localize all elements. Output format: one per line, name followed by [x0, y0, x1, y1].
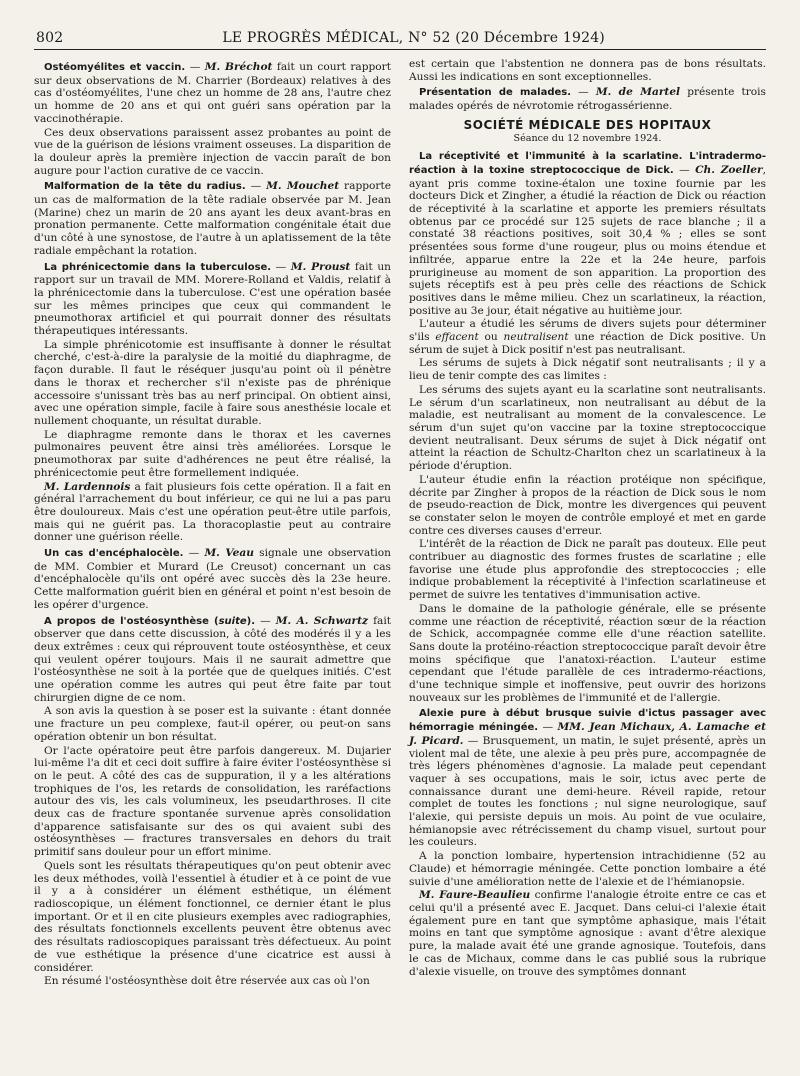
paragraph: En résumé l'ostéosynthèse doit être réservée aux cas où l'on: [44, 975, 370, 988]
author: M. Proust: [290, 260, 351, 273]
paragraph: A propos de l'ostéosynthèse (suite). — M. A. Schwartz fait observer que dans cette discussion, à côté des modérés il y a les deux extrêmes : ceux qui réprouvent toute ostéosynthèse, et ceux qui veulent opérer toujours. Mais il ne saurait admettre que l'ostéosynthèse ne soit à la portée que de quelques initiés. C'est une opération comme les autres qui peut être faite par tout chirurgien digne de ce nom.: [34, 614, 391, 704]
right-column: [409, 58, 766, 989]
paragraph: La réceptivité et l'immunité à la scarlatine. L'intradermo-réaction à la toxine streptococcique de Dick. — Ch. Zoeller, ayant pris comme toxine-étalon une toxine fournie par les docteurs Dick et Zingher, a étudié la réaction de Dick ou réaction de réceptivité à la scarlatine et apporte les premiers résultats obtenus par ce procédé sur 125 sujets de race blanche ; il a constaté 38 réactions positives, soit 30,4 % ; elles se sont présentées sous forme d'une rougeur, plus ou moins étendue et infiltrée, apparue entre la 22e et la 24e heure, parfois prurigineuse au moment de son apparition. La proportion des sujets réceptifs est à peu près celle des réactions de Schick positives dans le même milieu. Chez un scarlatineux, la réaction, positive au 3e jour, était négative au huitième jour.: [409, 151, 766, 317]
section-title: La phrénicectomie dans la tuberculose.: [44, 261, 272, 273]
section-title: Ostéomyélites et vaccin.: [44, 62, 186, 73]
section-title: La réceptivité et l'immunité à la scarlatine. L'intradermo-réaction à la toxine streptococcique de Dick.: [409, 151, 766, 176]
paragraph: Les sérums de sujets à Dick négatif sont neutralisants ; il y a lieu de tenir compte des cas limites :: [409, 357, 766, 383]
running-head: [34, 30, 766, 50]
page-number: 802: [36, 30, 64, 46]
paragraph: L'intérêt de la réaction de Dick ne paraît pas douteux. Elle peut contribuer au diagnostic des formes frustes de scarlatine ; elle favorise une étude plus approfondie des streptococcies ; elle indique probablement la réceptivité à l'infection scarlatineuse et permet de suivre les tentatives d'immunisation active.: [409, 538, 766, 602]
session-date: Séance du 12 novembre 1924.: [513, 132, 662, 144]
paragraph: A la ponction lombaire, hypertension intrachidienne (52 au Claude) et hémorragie méningée. Cette ponction lombaire a été suivie d'une amélioration nette de l'alexie et de l'hémianopsie.: [409, 850, 766, 888]
paragraph: A son avis la question à se poser est la suivante : étant donnée une fracture un peu complexe, faut-il opérer, ou peut-on sans opération obtenir un bon résultat.: [34, 705, 391, 743]
section-title: Alexie pure à début brusque suivie d'ictus passager avec hémorragie méningée.: [409, 708, 766, 734]
paragraph: Un cas d'encéphalocèle. — M. Veau signale une observation de MM. Combier et Murard (Le Creusot) concernant un cas d'encéphalocèle qu'ils ont opéré avec succès dès la 23e heure. Cette malformation guérit bien en général et point n'est besoin de les opérer d'urgence.: [34, 547, 391, 611]
paragraph: Ces deux observations paraissent assez probantes au point de vue de la guérison de lésions vraiment osseuses. La disparition de la douleur après la première injection de vaccin paraît de bon augure pour l'action curative de ce vaccin.: [34, 126, 391, 177]
author: Ch. Zoeller: [695, 163, 763, 176]
paragraph: La phrénicectomie dans la tuberculose. — M. Proust fait un rapport sur un travail de MM. Morere-Rolland et Valdis, relatif à la phrénicectomie dans la tuberculose. C'est une opération basée sur les mêmes principes que ceux qui commandent le pneumothorax artificiel et qui pourrait donner des résultats thérapeutiques intéressants.: [34, 260, 391, 338]
section-title: Présentation de malades.: [419, 87, 572, 99]
paragraph: M. Lardennois a fait plusieurs fois cette opération. Il a fait en général l'arrachement du bout inférieur, ce qui ne lui a pas paru être douloureux. Mais c'est une opération peut-être utile parfois, mais qui ne guérit pas. La thoracoplastie peut au contraire donner une guérison réelle.: [34, 480, 391, 544]
section-title: Malformation de la tête du radius.: [44, 181, 246, 193]
section-title: Un cas d'encéphalocèle.: [44, 548, 184, 560]
society-heading: SOCIÉTÉ MÉDICALE DES HOPITAUX: [463, 117, 712, 132]
paragraph: Or l'acte opératoire peut être parfois dangereux. M. Dujarier lui-même l'a dit et ceci doit suffire à faire éviter l'ostéosynthèse si on le peut. A côté des cas de suppuration, il y a les altérations trophiques de l'os, les retards de consolidation, les raréfactions autour des vis, les cals volumineux, les pseudarthroses. Il cite deux cas de fracture spontanée survenue après consolidation d'apparence satisfaisante sur des os qui avaient subi des ostéosynthèses — fractures transversales en dehors du trait primitif sans douleur pour un effort minime.: [34, 744, 391, 859]
author: M. de Martel: [595, 86, 681, 99]
columns: [34, 58, 766, 989]
author: M. A. Schwartz: [275, 614, 369, 627]
paragraph: Ostéomyélites et vaccin. — M. Bréchot fait un court rapport sur deux observations de M. Charrier (Bordeaux) relatives à des cas d'ostéomyélites, l'une chez un homme de 28 ans, l'autre chez un homme de 20 ans et qui ont guéri sans opération par la vaccinothérapie.: [34, 61, 391, 125]
author: M. Bréchot: [204, 61, 273, 73]
paragraph: Quels sont les résultats thérapeutiques qu'on peut obtenir avec les deux méthodes, voilà l'essentiel à étudier et à ce point de vue il y a à considérer un élément esthétique, un élément radioscopique, un élément fonctionnel, ce dernier étant le plus important. Or et il en cite plusieurs exemples avec radiographies, des résultats fonctionnels excellents peuvent être obtenus avec des résultats radioscopiques paraissant très défectueux. Au point de vue esthétique la présence d'une cicatrice est aussi à considérer.: [34, 859, 391, 974]
paragraph: Présentation de malades. — M. de Martel présente trois malades opérés de névrotomie rétrogassérienne.: [409, 86, 766, 113]
paragraph: Les sérums des sujets ayant eu la scarlatine sont neutralisants. Le sérum d'un scarlatineux, non neutralisant au début de la maladie, est neutralisant au moment de la convalescence. Le sérum d'un sujet qu'on vaccine par la toxine streptococcique devient neutralisant. Deux sérums de sujet à Dick négatif ont atteint la réaction de Schultz-Charlton chez un scarlatineux à la période d'éruption.: [409, 383, 766, 473]
paragraph: L'auteur a étudié les sérums de divers sujets pour déterminer s'ils effacent ou neutralisent une réaction de Dick positive. Un sérum de sujet à Dick positif n'est pas neutralisant.: [409, 318, 766, 356]
author: M. Lardennois: [44, 480, 131, 493]
journal-title: LE PROGRÈS MÉDICAL, N° 52 (20 Décembre 1924): [222, 30, 605, 46]
author: M. Faure-Beaulieu: [419, 889, 531, 902]
paragraph: Malformation de la tête du radius. — M. Mouchet rapporte un cas de malformation de la tête radiale observée par M. Jean (Marine) chez un marin de 20 ans ayant les deux avant-bras en pronation permanente. Cette malformation congénitale était due d'un côté à une synostose, de l'autre à un aplatissement de la tête radiale empêchant la rotation.: [34, 180, 391, 257]
paragraph: Dans le domaine de la pathologie générale, elle se présente comme une réaction de réceptivité, réaction sœur de la réaction de Schick, accompagnée comme elle d'une réaction satellite. Sans doute la protéino-réaction streptococcique paraît devoir être moins spécifique que l'anatoxi-réaction. L'auteur estime cependant que l'étude parallèle de ces intradermo-réactions, d'une technique simple et inoffensive, peut ouvrir des horizons nouveaux sur les problèmes de l'immunité et de l'allergie.: [409, 602, 766, 704]
section-title: A propos de l'ostéosynthèse (suite).: [44, 615, 256, 627]
paragraph: L'auteur étudie enfin la réaction protéique non spécifique, décrite par Zingher à propos de la réaction de Dick sous le nom de pseudo-reaction de Dick, montre les divergences qui peuvent se constater selon le moyen de contrôle employé et met en garde contre ces diverses causes d'erreur.: [409, 473, 766, 537]
paragraph: Alexie pure à début brusque suivie d'ictus passager avec hémorragie méningée. — MM. Jean Michaux, A. Lamache et J. Picard. — Brusquement, un matin, le sujet présenté, après un violent mal de tête, une alexie à peu près pure, accompagnée de très légers phénomènes d'agnosie. La malade peut cependant vaquer à ses occupations, mais le soir, ictus avec perte de connaissance durant une demi-heure. Réveil rapide, retour complet de toutes les fonctions ; nul signe neurologique, sauf l'alexie, qui persiste depuis un mois. Au point de vue oculaire, hémianopsie avec rétrécissement du champ visuel, surtout pour les couleurs.: [409, 708, 766, 849]
author: M. Mouchet: [266, 180, 340, 193]
left-column: [34, 58, 391, 989]
author: M. Veau: [204, 547, 254, 560]
paragraph: Le diaphragme remonte dans le thorax et les cavernes pulmonaires peuvent être ainsi très améliorées. Lorsque le pneumothorax par suite d'adhérences ne peut être réalisé, la phrénicectomie peut être formellement indiquée.: [34, 428, 391, 479]
paragraph: est certain que l'abstention ne donnera pas de bons résultats. Aussi les indications en sont exceptionnelles.: [409, 58, 766, 83]
paragraph: La simple phrénicotomie est insuffisante à donner le résultat cherché, c'est-à-dire la paralysie de la moitié du diaphragme, de façon durable. Il faut le réséquer jusqu'au point où il pénètre dans le thorax et rechercher s'il n'existe pas de phrénique accessoire s'unissant très bas au nerf principal. On obtient ainsi, avec une opération simple, facile à faire sous anesthésie locale et nullement choquante, un résultat durable.: [34, 338, 391, 427]
paragraph: M. Faure-Beaulieu confirme l'analogie étroite entre ce cas et celui qu'il a présenté avec E. Jacquet. Dans celui-ci l'alexie était également pure en tant que symptôme aphasique, mais l'était moins en tant que symptôme agnosique : avant d'être alexique pure, la malade avait été une grande agnosique. Toutefois, dans le cas de Michaux, comme dans le cas publié sous la rubrique d'alexie visuelle, on trouve des symptômes donnant: [409, 889, 766, 978]
author: MM. Jean Michaux, A. Lamache et J. Picard.: [409, 721, 766, 747]
